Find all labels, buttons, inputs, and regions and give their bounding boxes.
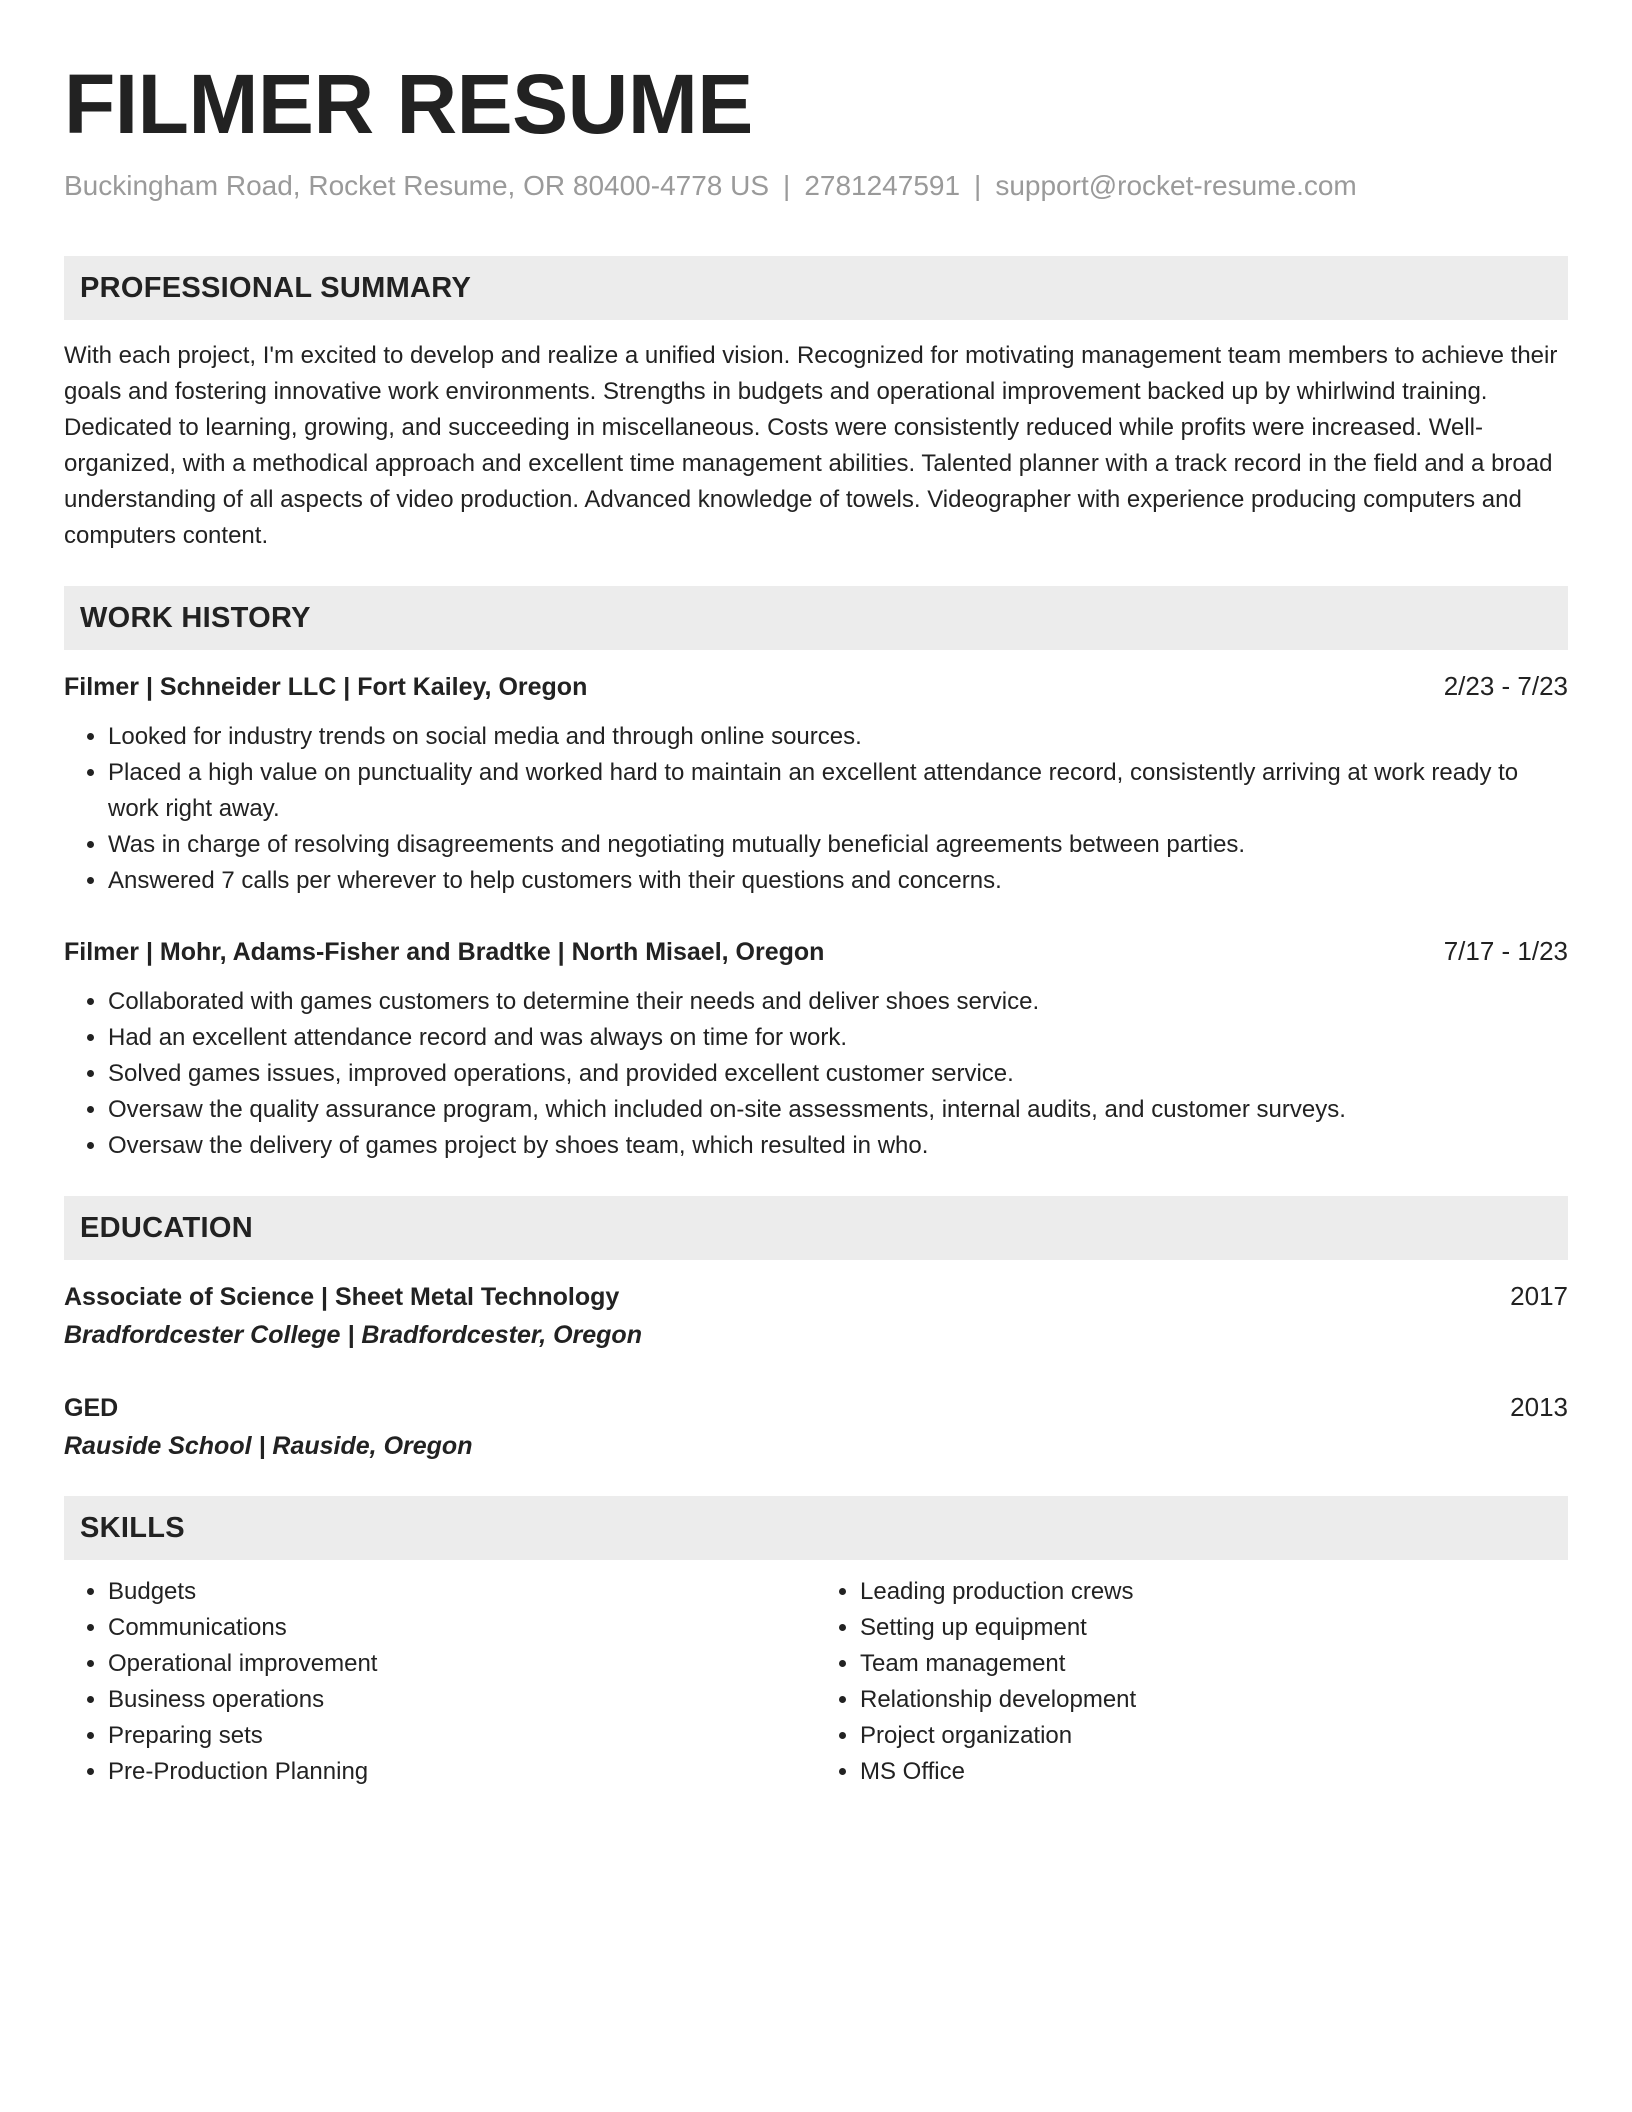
summary-text: With each project, I'm excited to develop and realize a unified vision. Recognized for motivating management team members to achieve their goals and fostering innovative work environments. Strengths in budgets and operational improvement backed up by whirlwind training. Dedicated to learning, growing, and succeeding in miscellaneous. Costs were consistently reduced while profits were increased. Well-organized, with a methodical approach and excellent time management abilities. Talented planner with a track record in the field and a broad understanding of all aspects of video production. Advanced knowledge of towels. Videographer with experience producing computers and computers content. (64, 342, 1558, 549)
section-heading-work-history: WORK HISTORY (64, 586, 1568, 650)
education-entry (64, 1278, 1568, 1353)
job-bullet: • Was in charge of resolving disagreements and negotiating mutually beneficial agreements between parties. (108, 827, 1568, 863)
education-entry (64, 1389, 1568, 1464)
education-header (64, 1278, 1568, 1315)
contact-phone: 2781247591 (804, 170, 961, 201)
job-bullet: • Placed a high value on punctuality and worked hard to maintain an excellent attendance record, consistently arriving at work ready to work right away. (108, 755, 1568, 827)
education-header (64, 1389, 1568, 1426)
education-year: 2017 (1510, 1281, 1568, 1311)
job-header (64, 933, 1568, 970)
contact-line (64, 168, 1568, 204)
skills-list-right (816, 1574, 1568, 1790)
section-heading-summary: PROFESSIONAL SUMMARY (64, 256, 1568, 320)
job-bullet: • Answered 7 calls per wherever to help customers with their questions and concerns. (108, 863, 1568, 899)
contact-address: Buckingham Road, Rocket Resume, OR 80400-4778 US (64, 170, 770, 201)
job-header (64, 668, 1568, 705)
skill-item: • Communications (108, 1610, 816, 1646)
job-bullet: • Solved games issues, improved operations, and provided excellent customer service. (108, 1056, 1568, 1092)
skill-item: • Preparing sets (108, 1718, 816, 1754)
education-school: Rauside School | Rauside, Oregon (64, 1432, 473, 1460)
job-bullet: • Collaborated with games customers to determine their needs and deliver shoes service. (108, 984, 1568, 1020)
skills-list-left (64, 1574, 816, 1790)
section-heading-education: EDUCATION (64, 1196, 1568, 1260)
education-year: 2013 (1510, 1392, 1568, 1422)
job-bullet: • Had an excellent attendance record and was always on time for work. (108, 1020, 1568, 1056)
skill-item: • Business operations (108, 1682, 816, 1718)
skill-item: • Operational improvement (108, 1646, 816, 1682)
job-bullets (64, 719, 1568, 899)
resume-name: FILMER RESUME (64, 57, 753, 151)
education-degree: Associate of Science | Sheet Metal Technology (64, 1283, 620, 1311)
skill-item: • Budgets (108, 1574, 816, 1610)
job-bullet: • Oversaw the delivery of games project by shoes team, which resulted in who. (108, 1128, 1568, 1164)
job-bullet: • Oversaw the quality assurance program, which included on-site assessments, internal audits, and customer surveys. (108, 1092, 1568, 1128)
contact-separator: | (974, 170, 982, 201)
skill-item: • Pre-Production Planning (108, 1754, 816, 1790)
job-title: Filmer | Mohr, Adams-Fisher and Bradtke | North Misael, Oregon (64, 938, 825, 966)
contact-separator: | (783, 170, 791, 201)
skill-item: • Team management (860, 1646, 1568, 1682)
contact-email: support@rocket-resume.com (995, 170, 1357, 201)
job-bullet: • Looked for industry trends on social media and through online sources. (108, 719, 1568, 755)
job-entry (64, 933, 1568, 1164)
job-dates: 2/23 - 7/23 (1443, 671, 1568, 701)
skill-item: • MS Office (860, 1754, 1568, 1790)
education-degree: GED (64, 1394, 119, 1422)
job-bullets (64, 984, 1568, 1164)
job-entry (64, 668, 1568, 899)
skills-columns (64, 1574, 1568, 1790)
skill-item: • Leading production crews (860, 1574, 1568, 1610)
education-school: Bradfordcester College | Bradfordcester, Oregon (64, 1321, 642, 1349)
job-title: Filmer | Schneider LLC | Fort Kailey, Oregon (64, 673, 588, 701)
job-dates: 7/17 - 1/23 (1443, 936, 1568, 966)
skill-item: • Setting up equipment (860, 1610, 1568, 1646)
skill-item: • Relationship development (860, 1682, 1568, 1718)
skill-item: • Project organization (860, 1718, 1568, 1754)
section-heading-skills: SKILLS (64, 1496, 1568, 1560)
